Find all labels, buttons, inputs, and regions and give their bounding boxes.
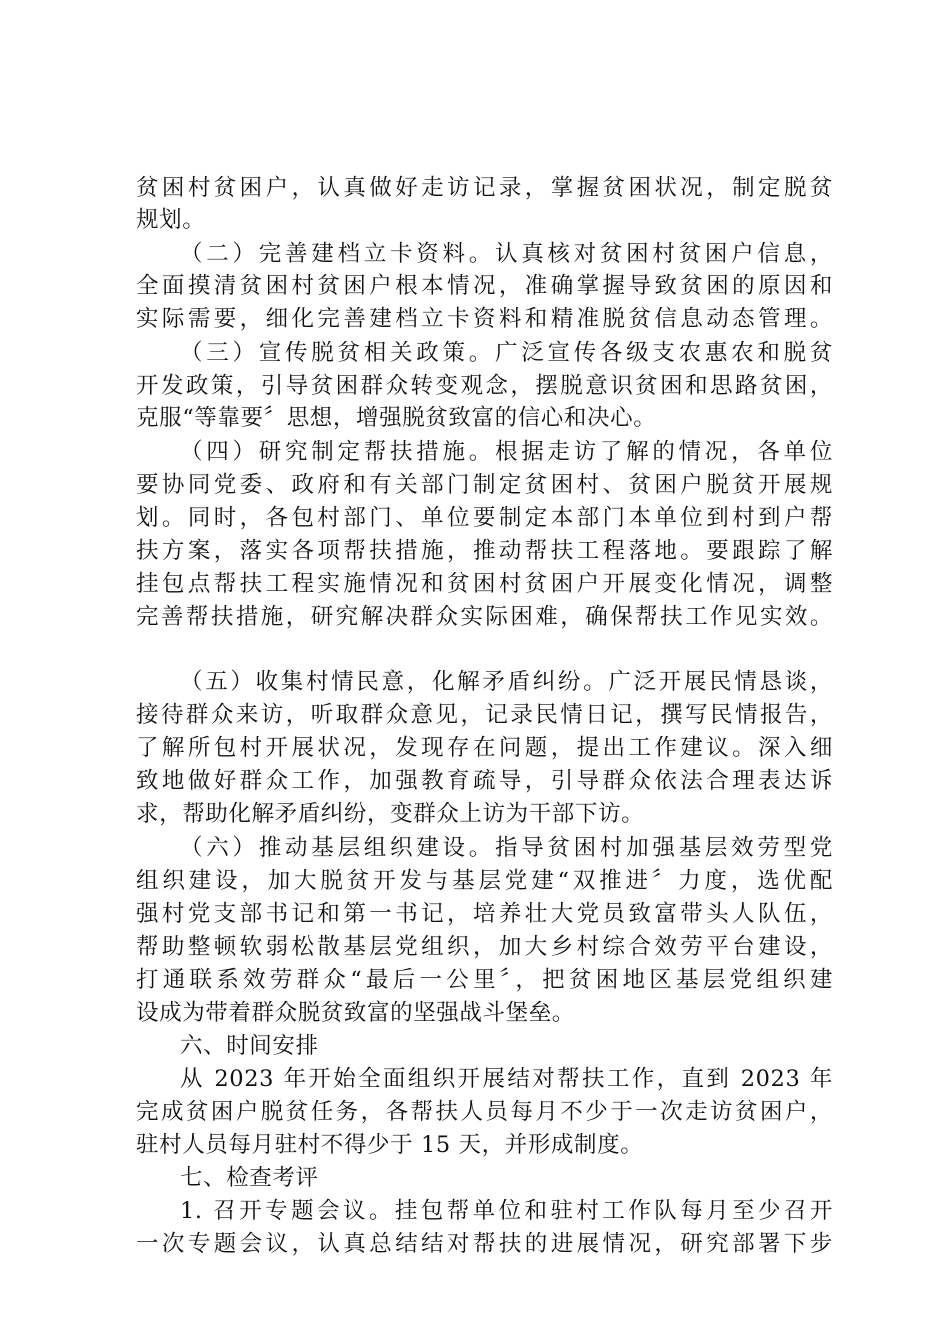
text-line: （二）完善建档立卡资料。认真核对贫困村贫困户信息， xyxy=(180,241,833,267)
section-heading: 七、检查考评 xyxy=(180,1165,319,1191)
text-line: 了解所包村开展状况，发现存在问题，提出工作建议。深入细 xyxy=(136,735,833,761)
text-line: 克服“等靠要〞思想，增强脱贫致富的信心和决心。 xyxy=(136,405,657,431)
text-line: 实际需要，细化完善建档立卡资料和精准脱贫信息动态管理。 xyxy=(136,306,833,332)
section-heading: 六、时间安排 xyxy=(180,1033,319,1059)
text-line: 挂包点帮扶工程实施情况和贫困村贫困户开展变化情况，调整 xyxy=(136,571,833,597)
text-line: 组织建设，加大脱贫开发与基层党建“双推进〞力度，选优配 xyxy=(136,868,833,894)
text-line: 1. 召开专题会议。挂包帮单位和驻村工作队每月至少召开 xyxy=(180,1198,833,1224)
text-line: 完成贫困户脱贫任务，各帮扶人员每月不少于一次走访贫困户， xyxy=(136,1099,833,1125)
text-line: 贫困村贫困户，认真做好走访记录，掌握贫困状况，制定脱贫 xyxy=(136,175,833,201)
text-line: 从 2023 年开始全面组织开展结对帮扶工作，直到 2023 年 xyxy=(180,1066,833,1092)
text-line: （三）宣传脱贫相关政策。广泛宣传各级支农惠农和脱贫 xyxy=(180,340,833,366)
text-line: 设成为带着群众脱贫致富的坚强战斗堡垒。 xyxy=(136,1000,575,1026)
text-line: 开发政策，引导贫困群众转变观念，摆脱意识贫困和思路贫困， xyxy=(136,373,833,399)
text-line: （六）推动基层组织建设。指导贫困村加强基层效劳型党 xyxy=(180,835,833,861)
text-line: 驻村人员每月驻村不得少于 15 天，并形成制度。 xyxy=(136,1132,644,1158)
text-line: 强村党支部书记和第一书记，培养壮大党员致富带头人队伍， xyxy=(136,901,833,927)
text-line: 划。同时，各包村部门、单位要制定本部门本单位到村到户帮 xyxy=(136,505,833,531)
text-line: （五）收集村情民意，化解矛盾纠纷。广泛开展民情恳谈， xyxy=(180,669,833,695)
text-line: 要协同党委、政府和有关部门制定贫困村、贫困户脱贫开展规 xyxy=(136,472,833,498)
text-line: 打通联系效劳群众“最后一公里〞，把贫困地区基层党组织建 xyxy=(136,967,833,993)
text-line: 接待群众来访，听取群众意见，记录民情日记，撰写民情报告， xyxy=(136,702,833,728)
text-line: 一次专题会议，认真总结结对帮扶的进展情况，研究部署下步 xyxy=(136,1231,833,1257)
text-line: 全面摸清贫困村贫困户根本情况，准确掌握导致贫困的原因和 xyxy=(136,273,833,299)
text-line: 规划。 xyxy=(136,207,206,233)
text-line: （四）研究制定帮扶措施。根据走访了解的情况，各单位 xyxy=(180,439,833,465)
text-line: 扶方案，落实各项帮扶措施，推动帮扶工程落地。要跟踪了解 xyxy=(136,538,833,564)
text-line: 致地做好群众工作，加强教育疏导，引导群众依法合理表达诉 xyxy=(136,768,833,794)
text-line: 完善帮扶措施，研究解决群众实际困难，确保帮扶工作见实效。 xyxy=(136,604,833,630)
text-line: 求，帮助化解矛盾纠纷，变群众上访为干部下访。 xyxy=(136,801,645,827)
text-line: 帮助整顿软弱松散基层党组织，加大乡村综合效劳平台建设， xyxy=(136,934,833,960)
